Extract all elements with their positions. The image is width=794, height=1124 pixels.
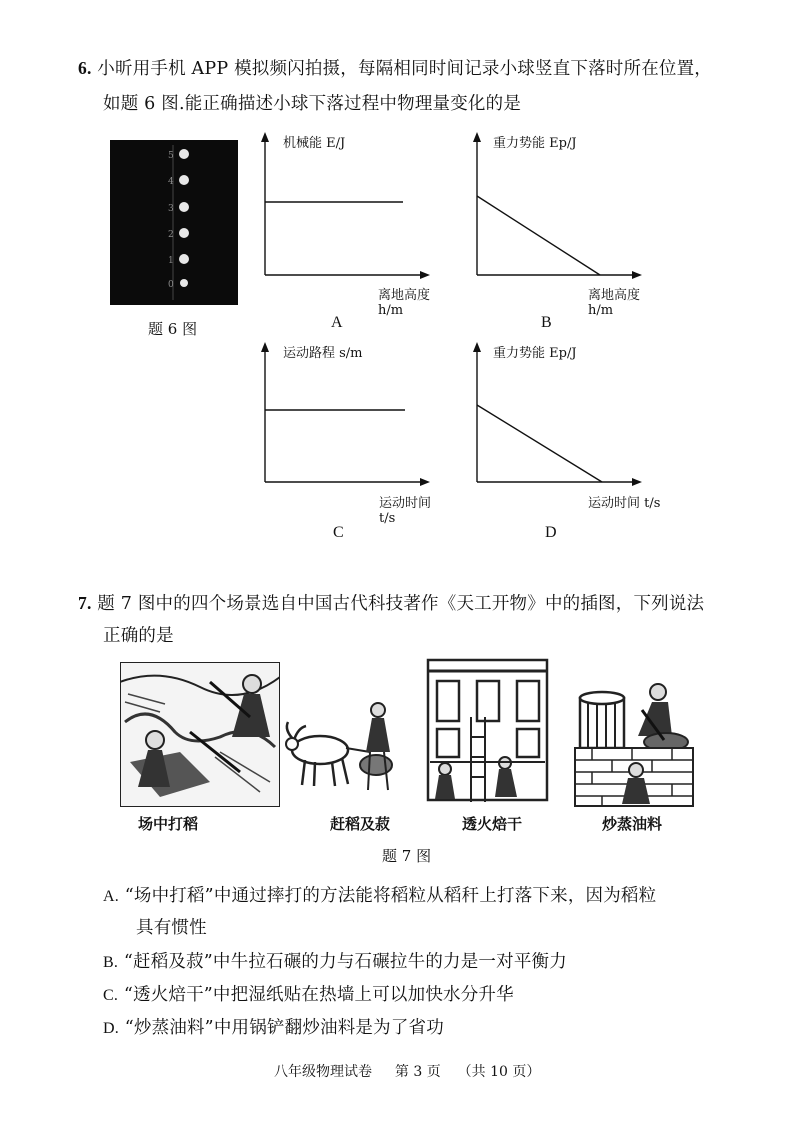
q6-number: 6. bbox=[78, 58, 92, 78]
graph-d-letter: D bbox=[545, 524, 557, 541]
footer-subject: 八年级物理试卷 bbox=[274, 1064, 372, 1080]
graph-a-letter: A bbox=[331, 314, 343, 331]
svg-text:1: 1 bbox=[168, 256, 174, 266]
q7-option-b-letter: B. bbox=[103, 954, 119, 971]
q6-stem-2: 如题 6 图.能正确描述小球下落过程中物理量变化的是 bbox=[103, 94, 522, 114]
scene-paper-drying-image bbox=[425, 657, 550, 807]
scene-threshing-label: 场中打稻 bbox=[138, 815, 199, 833]
svg-text:0: 0 bbox=[168, 280, 174, 290]
graph-c-xlabel: 运动时间 t/s bbox=[379, 496, 432, 526]
footer-total: （共 10 页） bbox=[457, 1064, 541, 1080]
graph-c-ylabel: 运动路程 s/m bbox=[283, 346, 363, 361]
q7-figure-caption: 题 7 图 bbox=[382, 847, 432, 865]
q7-line1 bbox=[78, 593, 704, 615]
scene-paper-drying-label: 透火焙干 bbox=[462, 815, 523, 833]
q7-option-d-text: “炒蒸油料”中用锅铲翻炒油料是为了省功 bbox=[124, 1018, 444, 1038]
q6-stem-1: 小昕用手机 APP 模拟频闪拍摄，每隔相同时间记录小球竖直下落时所在位置， bbox=[97, 59, 713, 79]
graph-d-line bbox=[477, 405, 602, 482]
q7-option-a-text-2: 具有惯性 bbox=[136, 918, 207, 938]
q7-option-c-letter: C. bbox=[103, 987, 119, 1004]
q7-option-b bbox=[103, 952, 567, 973]
graph-a bbox=[255, 130, 435, 318]
graph-c-letter: C bbox=[333, 524, 344, 541]
graph-b-letter: B bbox=[541, 314, 552, 331]
scene-ox-roller-label: 赶稻及菽 bbox=[330, 815, 391, 833]
scene-stir-frying-label: 炒蒸油料 bbox=[602, 815, 663, 833]
q7-number: 7. bbox=[78, 593, 92, 613]
scene-threshing-image bbox=[120, 662, 280, 807]
graph-d-ylabel: 重力势能 Ep/J bbox=[493, 346, 577, 361]
page-footer bbox=[274, 1061, 540, 1081]
svg-text:4: 4 bbox=[168, 177, 174, 187]
q7-option-d bbox=[103, 1018, 444, 1039]
graph-b-ylabel: 重力势能 Ep/J bbox=[493, 136, 577, 151]
graph-c bbox=[255, 340, 435, 526]
scene-stir-frying-image bbox=[572, 680, 697, 810]
footer-page: 第 3 页 bbox=[394, 1064, 441, 1080]
q6-photo-caption: 题 6 图 bbox=[148, 320, 198, 338]
q7-option-d-letter: D. bbox=[103, 1020, 119, 1037]
q7-option-a-text-1: “场中打稻”中通过摔打的方法能将稻粒从稻秆上打落下来，因为稻粒 bbox=[124, 886, 657, 906]
q7-option-c bbox=[103, 985, 514, 1006]
q7-option-c-text: “透火焙干”中把湿纸贴在热墙上可以加快水分升华 bbox=[123, 985, 514, 1005]
svg-text:5: 5 bbox=[168, 151, 174, 161]
q7-option-a bbox=[103, 886, 656, 907]
q7-stem-2: 正确的是 bbox=[103, 626, 174, 646]
scene-ox-roller-image bbox=[280, 690, 410, 805]
graph-a-ylabel: 机械能 E/J bbox=[283, 136, 346, 151]
svg-text:3: 3 bbox=[168, 204, 174, 214]
q7-option-b-text: “赶稻及菽”中牛拉石碾的力与石碾拉牛的力是一对平衡力 bbox=[123, 952, 567, 972]
graph-b-line bbox=[477, 196, 600, 275]
svg-text:2: 2 bbox=[168, 230, 174, 240]
falling-ball-image bbox=[110, 140, 238, 305]
q7-option-a-letter: A. bbox=[103, 888, 119, 905]
graph-a-xlabel: 离地高度 h/m bbox=[378, 288, 431, 318]
graph-d bbox=[467, 340, 667, 510]
graph-d-xlabel: 运动时间 t/s bbox=[588, 496, 661, 511]
q7-stem-1: 题 7 图中的四个场景选自中国古代科技著作《天工开物》中的插图，下列说法 bbox=[97, 594, 705, 614]
q6-line1 bbox=[78, 58, 712, 80]
strobe-photo bbox=[110, 140, 238, 305]
graph-b-xlabel: 离地高度 h/m bbox=[588, 288, 641, 318]
graph-b bbox=[467, 130, 667, 318]
